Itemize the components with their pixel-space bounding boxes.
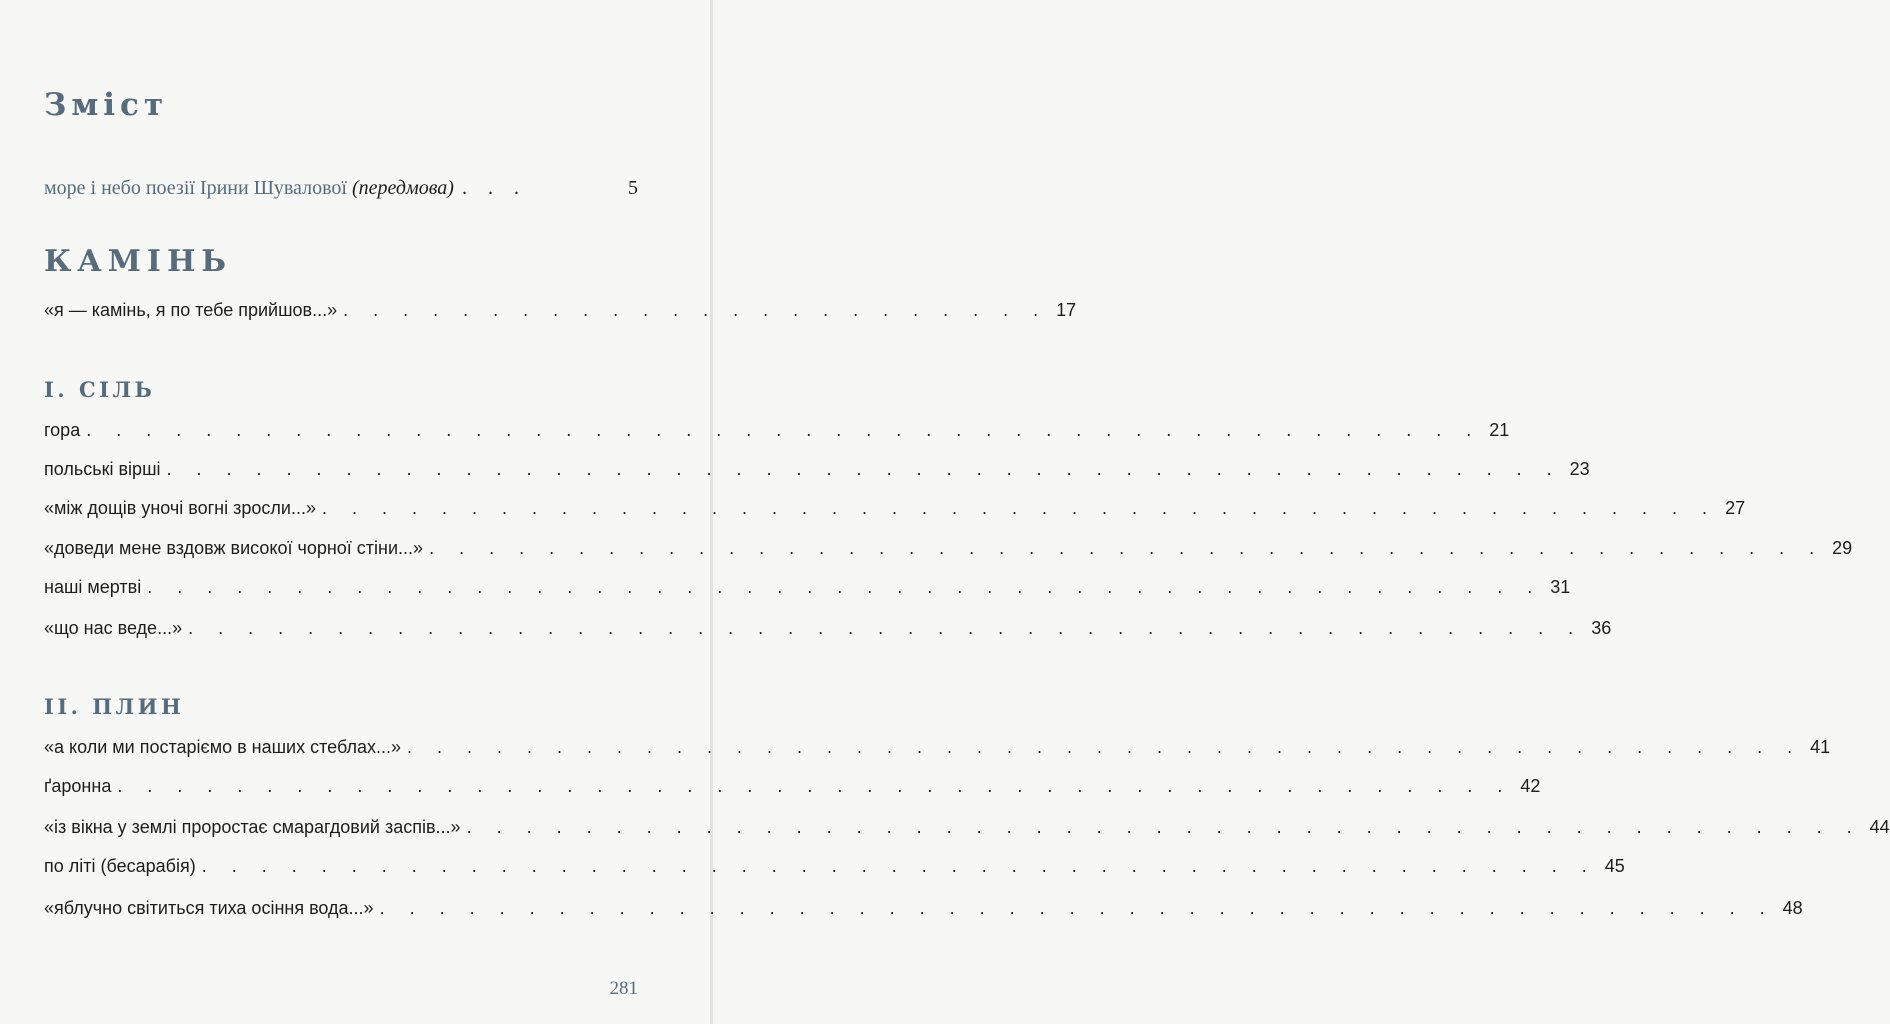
entry-title: по літі (бесарабія) bbox=[44, 856, 196, 876]
dot-leader: . . . . . . . . . . . . . . . . . . . . . . . . . . . . . . . . . . . . . . . . . . . . . . . bbox=[166, 459, 1562, 479]
entry-title: «а коли ми постаріємо в наших стеблах...» bbox=[44, 737, 401, 757]
dot-leader: . . . bbox=[461, 177, 527, 199]
dot-leader: . . . . . . . . . . . . . . . . . . . . . . . . . . . . . . . . . . . . . . . . . . . . . . . bbox=[86, 420, 1482, 440]
entry-title: «із вікна у землі проростає смарагдовий заспів...» bbox=[44, 817, 461, 837]
toc-preface-entry[interactable] bbox=[44, 176, 638, 200]
dot-leader: . . . . . . . . . . . . . . . . . . . . . . . . . . . . . . . . . . . . . . . . . . . . . . . bbox=[407, 737, 1803, 757]
entry-page-number: 27 bbox=[1725, 498, 1746, 518]
toc-entry[interactable] bbox=[44, 898, 1803, 920]
toc-entry[interactable] bbox=[44, 817, 1890, 839]
entry-title: гора bbox=[44, 420, 81, 440]
entry-page-number: 21 bbox=[1489, 420, 1510, 440]
page-title: Зміст bbox=[44, 87, 169, 123]
entry-page-number: 44 bbox=[1869, 817, 1890, 837]
entry-page-number: 41 bbox=[1810, 737, 1831, 757]
dot-leader: . . . . . . . . . . . . . . . . . . . . . . . . bbox=[343, 300, 1049, 320]
preface-title: море і небо поезії Ірини Шувалової bbox=[44, 177, 347, 199]
dot-leader: . . . . . . . . . . . . . . . . . . . . . . . . . . . . . . . . . . . . . . . . . . . . . . . bbox=[201, 856, 1597, 876]
preface-page-number: 5 bbox=[628, 177, 638, 199]
toc-entry[interactable] bbox=[44, 300, 1077, 322]
entry-page-number: 36 bbox=[1591, 618, 1612, 638]
dot-leader: . . . . . . . . . . . . . . . . . . . . . . . . . . . . . . . . . . . . . . . . . . . . . . . bbox=[147, 577, 1543, 597]
entry-page-number: 31 bbox=[1550, 577, 1571, 597]
part-title: КАМІНЬ bbox=[44, 244, 233, 279]
entry-page-number: 23 bbox=[1569, 459, 1590, 479]
entry-title: «я — камінь, я по тебе прийшов...» bbox=[44, 300, 338, 320]
toc-entry[interactable] bbox=[44, 420, 1510, 442]
dot-leader: . . . . . . . . . . . . . . . . . . . . . . . . . . . . . . . . . . . . . . . . . . . . . . . bbox=[379, 898, 1775, 918]
entry-page-number: 48 bbox=[1782, 898, 1803, 918]
toc-entry[interactable] bbox=[44, 577, 1571, 599]
entry-title: наші мертві bbox=[44, 577, 142, 597]
toc-entry[interactable] bbox=[44, 498, 1746, 520]
toc-entry[interactable] bbox=[44, 459, 1590, 481]
entry-page-number: 17 bbox=[1056, 300, 1077, 320]
toc-entry[interactable] bbox=[44, 618, 1612, 640]
entry-title: «між дощів уночі вогні зросли...» bbox=[44, 498, 316, 518]
toc-entry[interactable] bbox=[44, 776, 1541, 798]
entry-title: «яблучно світиться тиха осіння вода...» bbox=[44, 898, 374, 918]
entry-title: польські вірші bbox=[44, 459, 161, 479]
toc-entry[interactable] bbox=[44, 856, 1625, 878]
preface-note: (передмова) bbox=[351, 177, 454, 199]
toc-entry[interactable] bbox=[44, 538, 1853, 560]
dot-leader: . . . . . . . . . . . . . . . . . . . . . . . . . . . . . . . . . . . . . . . . . . . . . . . bbox=[117, 776, 1513, 796]
entry-page-number: 42 bbox=[1520, 776, 1541, 796]
page-number: 281 bbox=[609, 978, 638, 999]
dot-leader: . . . . . . . . . . . . . . . . . . . . . . . . . . . . . . . . . . . . . . . . . . . . . . . bbox=[188, 618, 1584, 638]
entry-title: «доведи мене вздовж високої чорної стіни...» bbox=[44, 538, 424, 558]
entry-page-number: 45 bbox=[1604, 856, 1625, 876]
entry-title: «що нас веде...» bbox=[44, 618, 183, 638]
toc-entry[interactable] bbox=[44, 737, 1831, 759]
entry-title: ґаронна bbox=[44, 776, 112, 796]
dot-leader: . . . . . . . . . . . . . . . . . . . . . . . . . . . . . . . . . . . . . . . . . . . . . . . bbox=[429, 538, 1825, 558]
dot-leader: . . . . . . . . . . . . . . . . . . . . . . . . . . . . . . . . . . . . . . . . . . . . . . . bbox=[321, 498, 1718, 518]
dot-leader: . . . . . . . . . . . . . . . . . . . . . . . . . . . . . . . . . . . . . . . . . . . . . . . bbox=[466, 817, 1862, 837]
section-title: ІІ. ПЛИН bbox=[44, 694, 185, 719]
section-title: І. СІЛЬ bbox=[44, 377, 156, 402]
entry-page-number: 29 bbox=[1832, 538, 1853, 558]
